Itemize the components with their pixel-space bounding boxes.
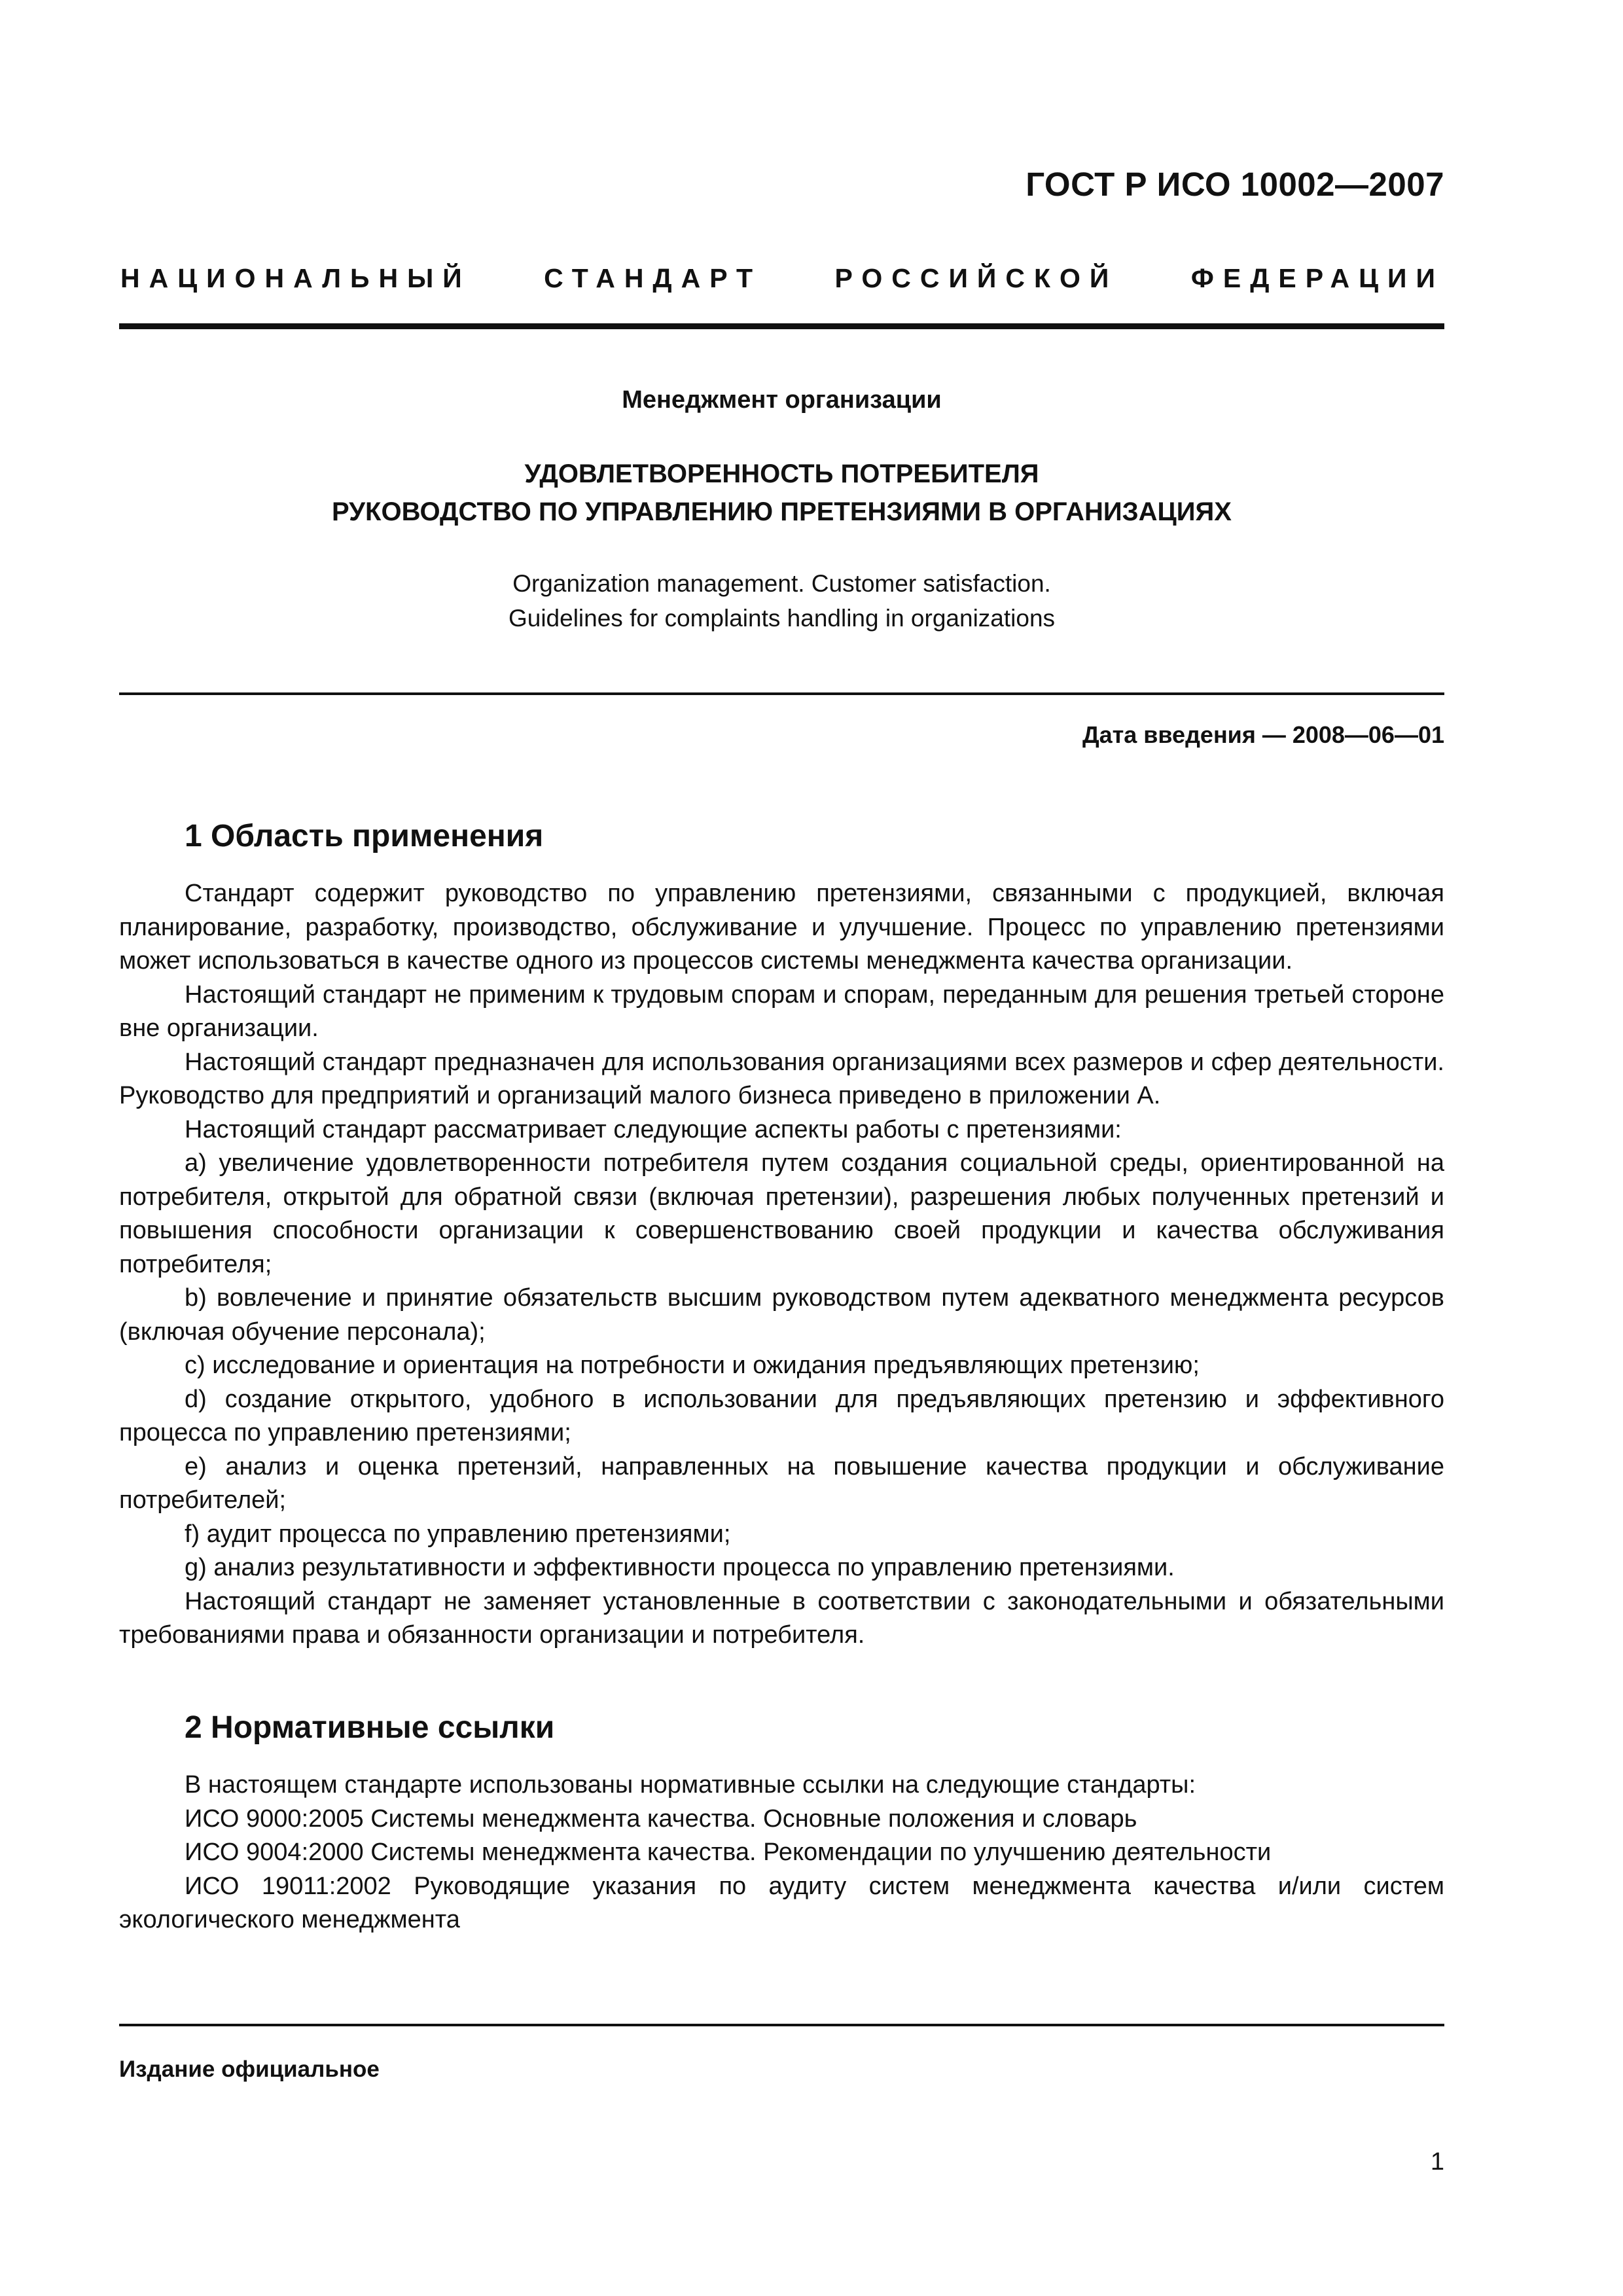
banner-word: СТАНДАРТ [544,263,762,293]
paragraph: В настоящем стандарте использованы нормативные ссылки на следующие стандарты: [185,1771,1196,1799]
list-item: b) вовлечение и принятие обязательств высшим руководством путем адекватного менеджмента ресурсов (включая обучение персонала); [119,1284,1444,1346]
national-standard-banner [120,263,1444,294]
reference-item: ИСО 19011:2002 Руководящие указания по аудиту систем менеджмента качества и/или систем экологического менеджмента [119,1872,1444,1933]
section-1-body [119,877,1444,1653]
aspects-list [119,1147,1444,1585]
paragraph: Настоящий стандарт рассматривает следующие аспекты работы с претензиями: [185,1115,1122,1143]
english-title-line: Organization management. Customer satisfaction. [512,570,1051,597]
paragraph: Настоящий стандарт предназначен для использования организациями всех размеров и сфер деятельности. Руководство для предприятий и организаций малого бизнеса приведено в приложении А. [119,1048,1444,1109]
banner-word: ФЕДЕРАЦИИ [1190,263,1444,293]
list-item: d) создание открытого, удобного в использовании для предъявляющих претензию и эффективного процесса по управлению претензиями; [119,1385,1444,1446]
english-title [119,566,1444,636]
english-title-line: Guidelines for complaints handling in organizations [508,605,1056,632]
header-divider [119,323,1444,329]
reference-item: ИСО 9004:2000 Системы менеджмента качества. Рекомендации по улучшению деятельности [185,1839,1272,1866]
paragraph: Настоящий стандарт не заменяет установленные в соответствии с законодательными и обязательными требованиями права и обязанности организации и потребителя. [119,1587,1444,1649]
section-2-body [119,1768,1444,1937]
introduction-date: Дата введения — 2008—06—01 [1082,721,1444,748]
list-item: c) исследование и ориентация на потребности и ожидания предъявляющих претензию; [185,1352,1200,1379]
title-line: УДОВЛЕТВОРЕННОСТЬ ПОТРЕБИТЕЛЯ [524,459,1039,488]
list-item: f) аудит процесса по управлению претензиями; [185,1520,731,1548]
section-1-heading: 1 Область применения [185,819,544,853]
edition-label: Издание официальное [119,2056,380,2082]
banner-word: НАЦИОНАЛЬНЫЙ [120,263,471,293]
standard-code: ГОСТ Р ИСО 10002—2007 [1026,166,1444,203]
paragraph: Настоящий стандарт не применим к трудовым спорам и спорам, переданным для решения третьей стороне вне организации. [119,980,1444,1042]
banner-word: РОССИЙСКОЙ [834,263,1118,293]
document-title [119,455,1444,531]
title-divider [119,692,1444,695]
paragraph: Стандарт содержит руководство по управлению претензиями, связанными с продукцией, включая планирование, разработку, производство, обслуживание и улучшение. Процесс по управлению претензиями может использоваться в качестве одного из процессов системы менеджмента качества организации. [119,880,1444,975]
list-item: g) анализ результативности и эффективности процесса по управлению претензиями. [185,1554,1175,1581]
list-item: a) увеличение удовлетворенности потребителя путем создания социальной среды, ориентированной на потребителя, открытой для обратной связи (включая претензии), разрешения любых полученных претензий и повышения способности организации к совершенствованию своей продукции и качества обслуживания потребителя; [119,1149,1444,1278]
footer-divider [119,2024,1444,2026]
section-2-heading: 2 Нормативные ссылки [185,1710,555,1745]
list-item: e) анализ и оценка претензий, направленных на повышение качества продукции и обслуживание потребителей; [119,1452,1444,1514]
document-subject: Менеджмент организации [622,386,942,414]
page-number: 1 [1430,2148,1444,2176]
title-line: РУКОВОДСТВО ПО УПРАВЛЕНИЮ ПРЕТЕНЗИЯМИ В ОРГАНИЗАЦИЯХ [332,497,1232,526]
reference-item: ИСО 9000:2005 Системы менеджмента качества. Основные положения и словарь [185,1804,1137,1833]
